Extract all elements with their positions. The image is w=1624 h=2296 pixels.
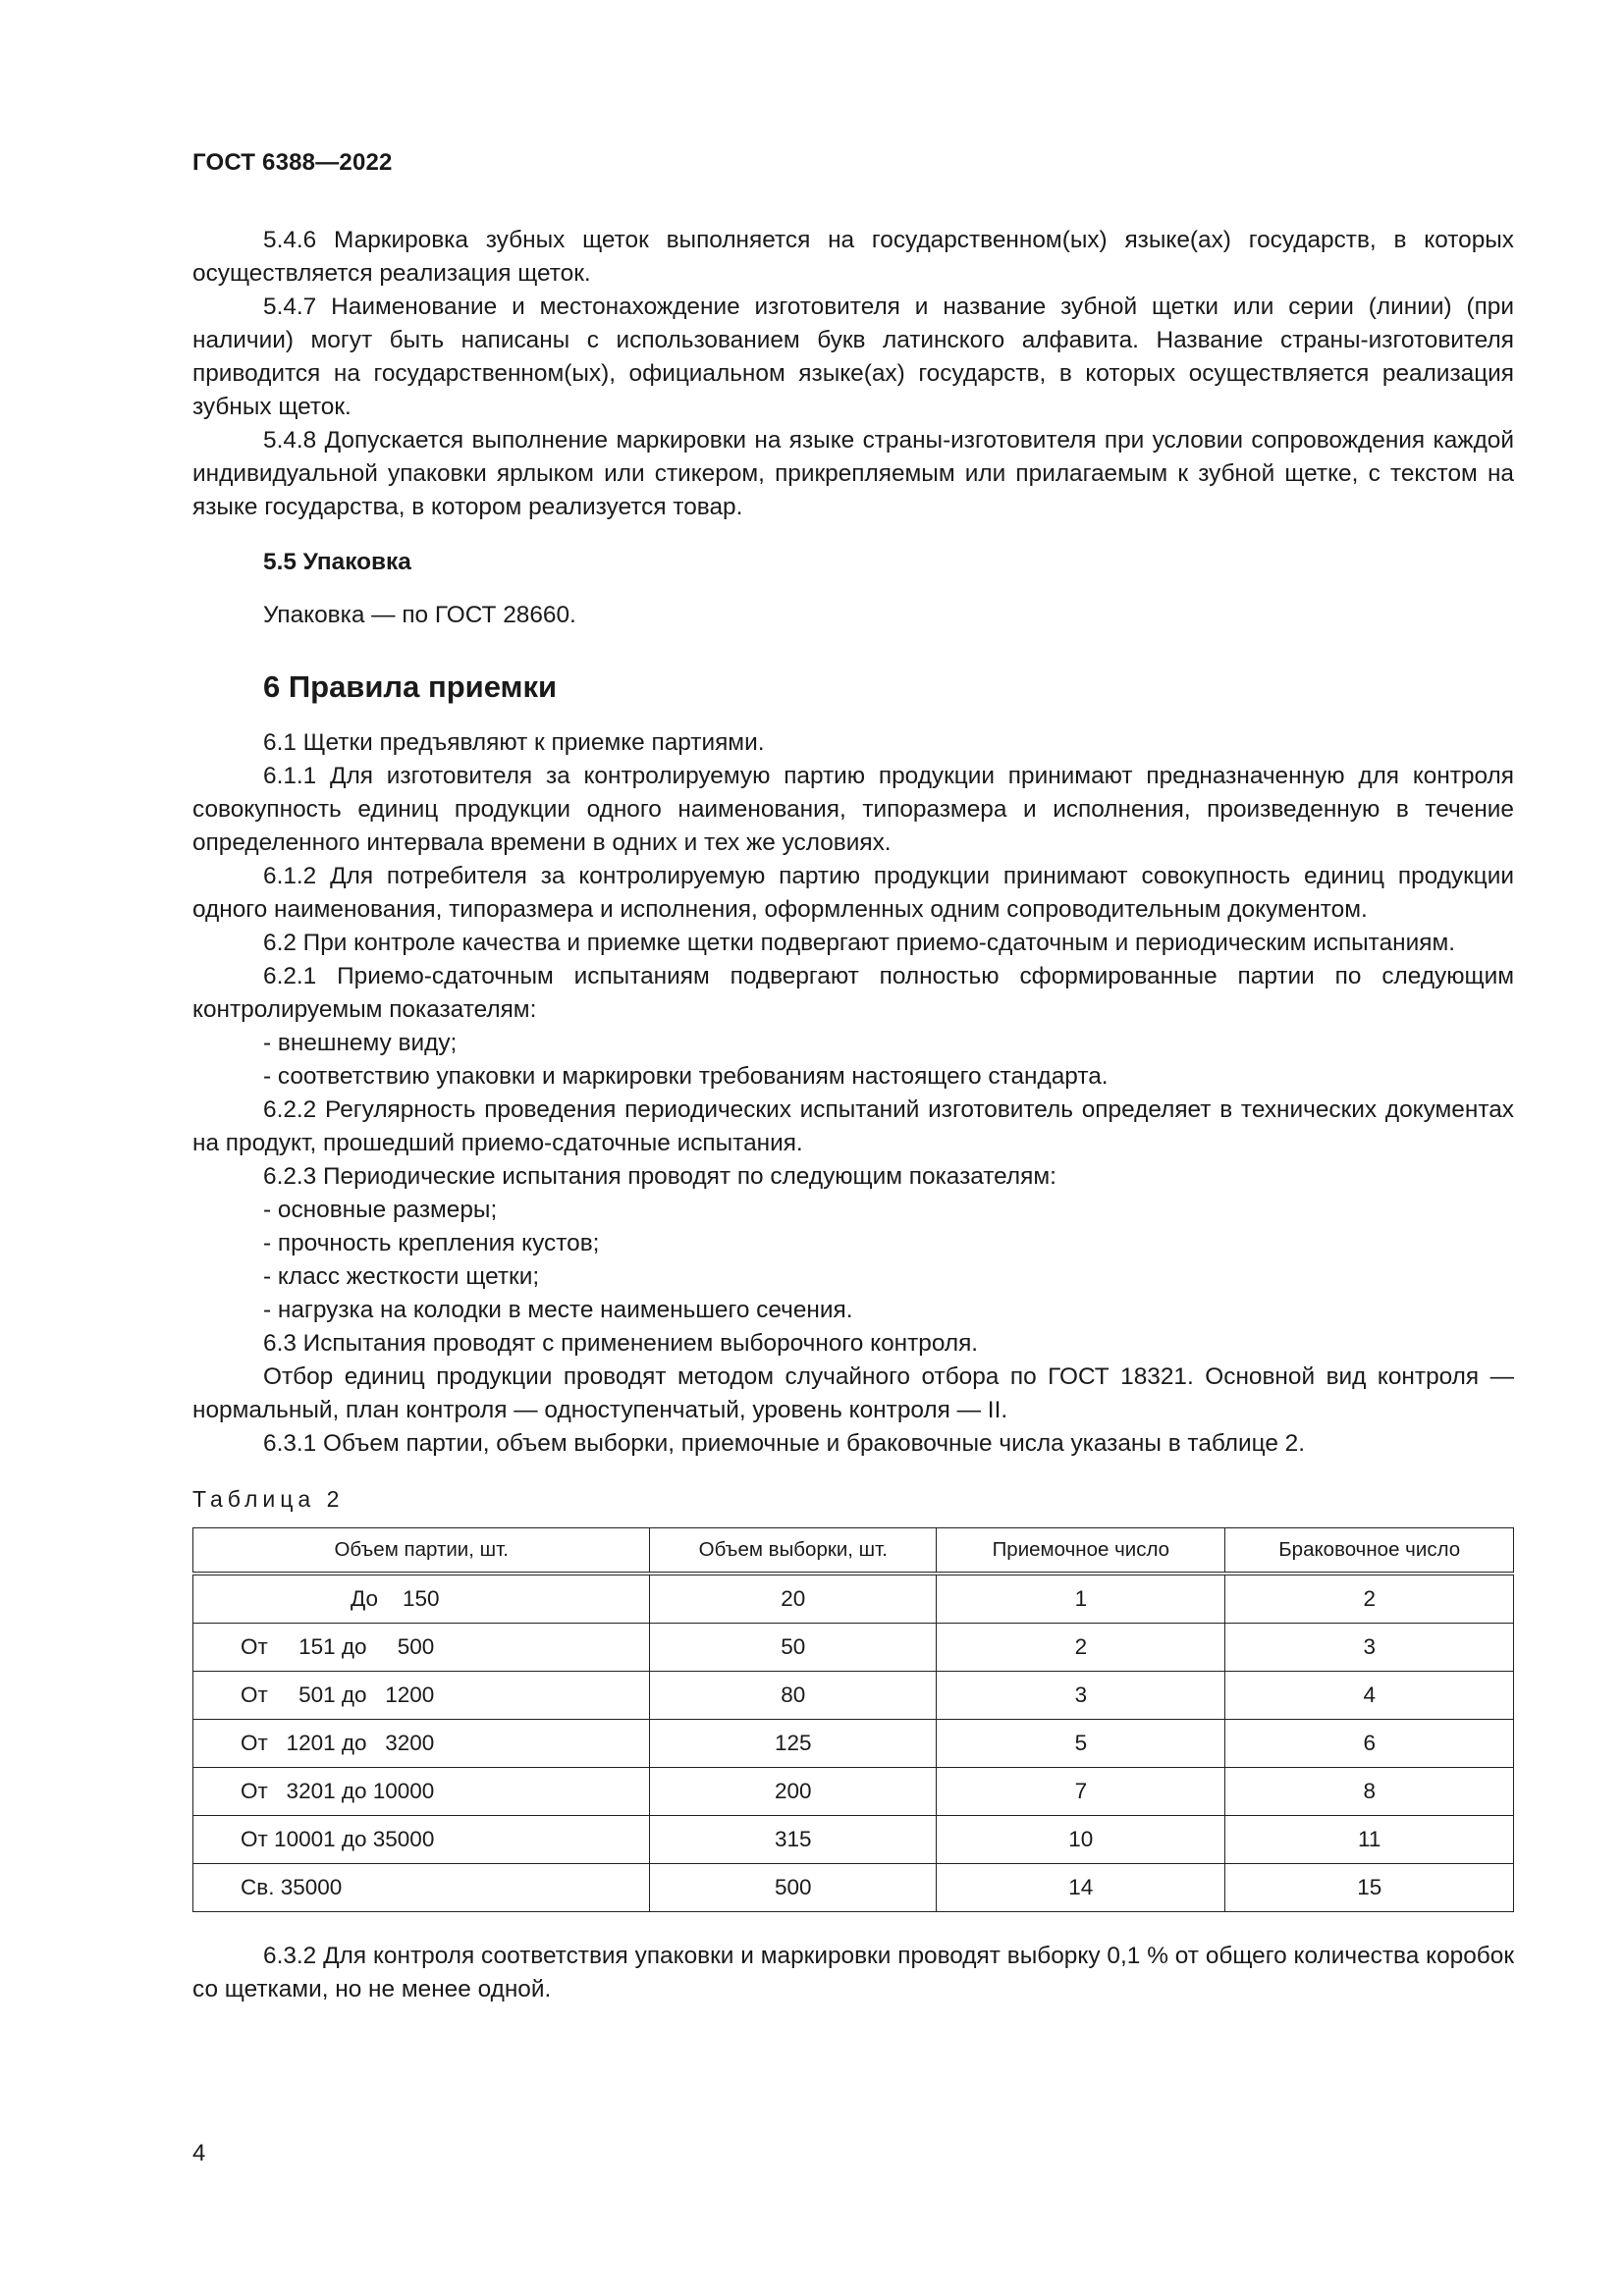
paragraph-5-4-7: 5.4.7 Наименование и местонахождение изготовителя и название зубной щетки или серии (линии) (при наличии) могут быть написаны с использованием букв латинского алфавита. Название страны-изготовителя приводится на государственном(ых), официальном языке(ах) государств, в которых осуществляется реализация зубных щеток. (192, 294, 1514, 420)
cell-acceptance-number: 7 (937, 1768, 1225, 1816)
paragraph-6-1: 6.1 Щетки предъявляют к приемке партиями. (263, 729, 765, 756)
cell-rejection-number: 11 (1225, 1816, 1514, 1864)
cell-sample-size: 50 (650, 1624, 937, 1672)
cell-acceptance-number: 2 (937, 1624, 1225, 1672)
column-header-rejection-number: Браковочное число (1225, 1528, 1514, 1575)
list-item: - прочность крепления кустов; (263, 1230, 600, 1256)
section-heading-acceptance-rules: 6 Правила приемки (263, 669, 558, 704)
cell-sample-size: 200 (650, 1768, 937, 1816)
cell-rejection-number: 6 (1225, 1720, 1514, 1768)
cell-acceptance-number: 5 (937, 1720, 1225, 1768)
list-item: - основные размеры; (263, 1197, 498, 1223)
table-row (193, 1672, 1514, 1720)
table-caption: Таблица 2 (192, 1486, 345, 1512)
page-number: 4 (192, 2140, 206, 2166)
table-row (193, 1720, 1514, 1768)
paragraph-6-3-1: 6.3.1 Объем партии, объем выборки, приемочные и браковочные числа указаны в таблице 2. (263, 1430, 1306, 1457)
paragraph-6-2: 6.2 При контроле качества и приемке щетки подвергают приемо-сдаточным и периодическим испытаниям. (263, 930, 1455, 956)
paragraph-6-3: 6.3 Испытания проводят с применением выборочного контроля. (263, 1330, 979, 1357)
cell-lot-size: От 501 до 1200 (193, 1672, 650, 1720)
paragraph-6-2-1: 6.2.1 Приемо-сдаточным испытаниям подвергают полностью сформированные партии по следующим контролируемым показателям: (192, 963, 1514, 1023)
cell-rejection-number: 2 (1225, 1574, 1514, 1624)
table-row (193, 1768, 1514, 1816)
cell-sample-size: 125 (650, 1720, 937, 1768)
paragraph-6-1-2: 6.1.2 Для потребителя за контролируемую партию продукции принимают совокупность единиц продукции одного наименования, типоразмера и исполнения, оформленных одним сопроводительным документом. (192, 863, 1514, 923)
paragraph-6-2-2: 6.2.2 Регулярность проведения периодических испытаний изготовитель определяет в технических документах на продукт, прошедший приемо-сдаточные испытания. (192, 1096, 1514, 1156)
cell-acceptance-number: 3 (937, 1672, 1225, 1720)
paragraph-5-4-6: 5.4.6 Маркировка зубных щеток выполняется на государственном(ых) языке(ах) государств, в которых осуществляется реализация щеток. (192, 227, 1514, 287)
cell-lot-size: Св. 35000 (193, 1864, 650, 1912)
column-header-acceptance-number: Приемочное число (937, 1528, 1225, 1575)
list-item: - нагрузка на колодки в месте наименьшего сечения. (263, 1297, 853, 1323)
list-item: - класс жесткости щетки; (263, 1263, 540, 1290)
paragraph-6-1-1: 6.1.1 Для изготовителя за контролируемую партию продукции принимают предназначенную для контроля совокупность единиц продукции одного наименования, типоразмера и исполнения, произведенную в течение определенного интервала времени в одних и тех же условиях. (192, 763, 1514, 856)
table-row (193, 1816, 1514, 1864)
subsection-heading-packaging: 5.5 Упаковка (263, 549, 411, 575)
cell-lot-size: От 1201 до 3200 (193, 1720, 650, 1768)
cell-sample-size: 315 (650, 1816, 937, 1864)
cell-rejection-number: 8 (1225, 1768, 1514, 1816)
table-row (193, 1864, 1514, 1912)
cell-sample-size: 20 (650, 1574, 937, 1624)
cell-sample-size: 80 (650, 1672, 937, 1720)
cell-rejection-number: 4 (1225, 1672, 1514, 1720)
cell-acceptance-number: 1 (937, 1574, 1225, 1624)
table-2 (192, 1527, 1514, 1912)
column-header-lot-size: Объем партии, шт. (193, 1528, 650, 1575)
cell-acceptance-number: 14 (937, 1864, 1225, 1912)
table-header-row (193, 1528, 1514, 1575)
cell-rejection-number: 15 (1225, 1864, 1514, 1912)
cell-lot-size: От 10001 до 35000 (193, 1816, 650, 1864)
cell-rejection-number: 3 (1225, 1624, 1514, 1672)
list-item: - внешнему виду; (263, 1030, 458, 1056)
table-row (193, 1624, 1514, 1672)
cell-lot-size: До 150 (193, 1574, 650, 1624)
paragraph-6-3-2: 6.3.2 Для контроля соответствия упаковки и маркировки проводят выборку 0,1 % от общего количества коробок со щетками, но не менее одной. (192, 1943, 1514, 2002)
paragraph-5-4-8: 5.4.8 Допускается выполнение маркировки на языке страны-изготовителя при условии сопровождения каждой индивидуальной упаковки ярлыком или стикером, прикрепляемым или прилагаемым к зубной щетке, с текстом на языке государства, в котором реализуется товар. (192, 427, 1514, 520)
cell-lot-size: От 3201 до 10000 (193, 1768, 650, 1816)
paragraph-packaging: Упаковка — по ГОСТ 28660. (263, 602, 576, 628)
document-header: ГОСТ 6388—2022 (192, 149, 393, 176)
paragraph-sampling: Отбор единиц продукции проводят методом случайного отбора по ГОСТ 18321. Основной вид контроля — нормальный, план контроля — одноступенчатый, уровень контроля — II. (192, 1363, 1514, 1423)
page-content (192, 224, 1514, 2006)
table-row (193, 1574, 1514, 1624)
cell-sample-size: 500 (650, 1864, 937, 1912)
list-item: - соответствию упаковки и маркировки требованиям настоящего стандарта. (263, 1063, 1109, 1090)
paragraph-6-2-3: 6.2.3 Периодические испытания проводят по следующим показателям: (263, 1163, 1056, 1190)
column-header-sample-size: Объем выборки, шт. (650, 1528, 937, 1575)
cell-lot-size: От 151 до 500 (193, 1624, 650, 1672)
cell-acceptance-number: 10 (937, 1816, 1225, 1864)
